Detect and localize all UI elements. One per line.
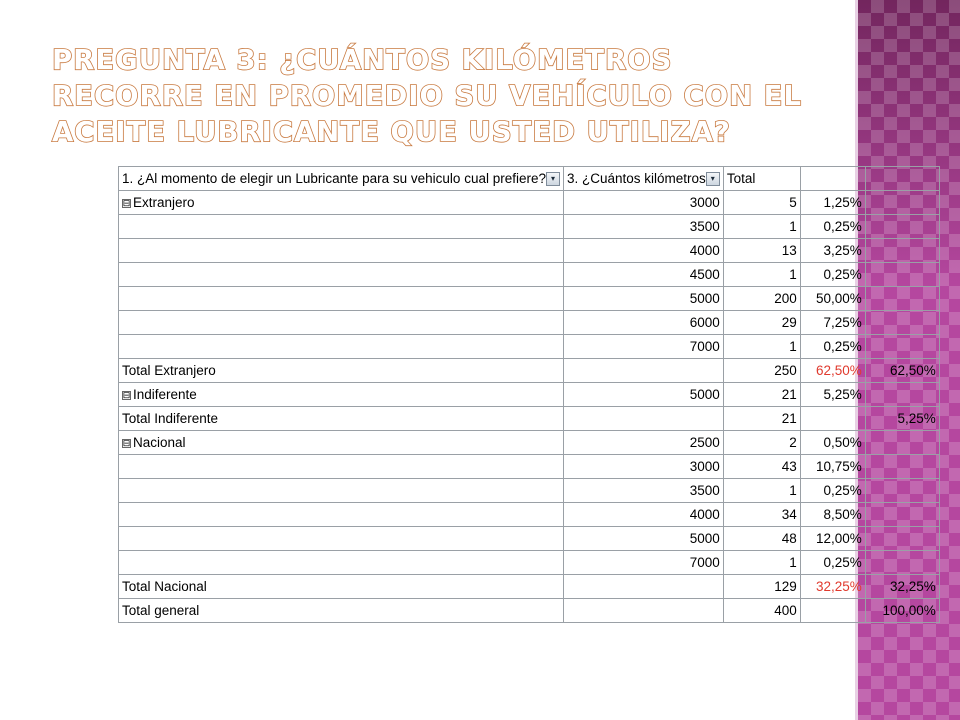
km-value-cell: 3000 — [564, 455, 724, 479]
group-percent-cell — [865, 383, 939, 407]
row-category-cell — [119, 263, 564, 287]
row-category-cell — [119, 407, 564, 431]
header-empty — [800, 167, 865, 191]
table-row — [119, 191, 940, 215]
row-category-label: Extranjero — [133, 195, 195, 210]
row-category-cell — [119, 335, 564, 359]
group-percent-cell — [865, 215, 939, 239]
table-row — [119, 407, 940, 431]
group-percent-cell — [865, 527, 939, 551]
group-percent-cell — [865, 191, 939, 215]
count-cell: 1 — [723, 479, 800, 503]
km-value-cell — [564, 407, 724, 431]
group-percent-cell: 62,50% — [865, 359, 939, 383]
row-category-label: Total Indiferente — [122, 411, 219, 426]
group-percent-cell — [865, 287, 939, 311]
row-category-cell — [119, 527, 564, 551]
count-cell: 2 — [723, 431, 800, 455]
km-value-cell: 3000 — [564, 191, 724, 215]
group-percent-cell — [865, 503, 939, 527]
count-cell: 1 — [723, 335, 800, 359]
km-value-cell: 7000 — [564, 335, 724, 359]
km-value-cell: 5000 — [564, 287, 724, 311]
percent-cell — [800, 407, 865, 431]
row-category-cell — [119, 191, 564, 215]
km-value-cell — [564, 599, 724, 623]
row-category-cell — [119, 551, 564, 575]
count-cell: 200 — [723, 287, 800, 311]
percent-cell: 0,25% — [800, 263, 865, 287]
count-cell: 1 — [723, 263, 800, 287]
km-value-cell: 5000 — [564, 527, 724, 551]
percent-cell: 5,25% — [800, 383, 865, 407]
row-category-label: Total Nacional — [122, 579, 207, 594]
km-value-cell: 4000 — [564, 503, 724, 527]
count-cell: 34 — [723, 503, 800, 527]
percent-cell: 12,00% — [800, 527, 865, 551]
pivot-table — [118, 166, 940, 623]
row-category-label: Total general — [122, 603, 200, 618]
row-category-cell — [119, 503, 564, 527]
slide-title: PREGUNTA 3: ¿CUÁNTOS KILÓMETROS RECORRE EN PROMEDIO SU VEHÍCULO CON EL ACEITE LUBRICANTE QUE USTED UTILIZA? — [52, 44, 802, 148]
table-row — [119, 479, 940, 503]
count-cell: 48 — [723, 527, 800, 551]
table-row — [119, 287, 940, 311]
count-cell: 5 — [723, 191, 800, 215]
table-row — [119, 359, 940, 383]
percent-cell: 62,50% — [800, 359, 865, 383]
table-header-row — [119, 167, 940, 191]
group-percent-cell — [865, 239, 939, 263]
group-percent-cell — [865, 335, 939, 359]
km-value-cell: 5000 — [564, 383, 724, 407]
group-percent-cell: 32,25% — [865, 575, 939, 599]
row-category-cell — [119, 455, 564, 479]
group-percent-cell — [865, 431, 939, 455]
header-question-3 — [564, 167, 724, 191]
row-category-cell — [119, 239, 564, 263]
percent-cell — [800, 599, 865, 623]
table-row — [119, 599, 940, 623]
table-row — [119, 335, 940, 359]
group-percent-cell — [865, 455, 939, 479]
count-cell: 29 — [723, 311, 800, 335]
collapse-toggle-icon[interactable]: ⊟ — [122, 437, 131, 448]
group-percent-cell — [865, 311, 939, 335]
table-row — [119, 575, 940, 599]
percent-cell: 0,25% — [800, 551, 865, 575]
count-cell: 129 — [723, 575, 800, 599]
row-category-cell — [119, 383, 564, 407]
group-percent-cell: 5,25% — [865, 407, 939, 431]
table-row — [119, 455, 940, 479]
km-value-cell: 6000 — [564, 311, 724, 335]
group-percent-cell — [865, 263, 939, 287]
km-value-cell: 2500 — [564, 431, 724, 455]
header-question-1-label: 1. ¿Al momento de elegir un Lubricante para su vehiculo cual prefiere? — [122, 171, 546, 186]
row-category-cell — [119, 431, 564, 455]
percent-cell: 10,75% — [800, 455, 865, 479]
row-category-cell — [119, 479, 564, 503]
km-value-cell: 3500 — [564, 479, 724, 503]
table-row — [119, 527, 940, 551]
count-cell: 21 — [723, 407, 800, 431]
table-row — [119, 263, 940, 287]
percent-cell: 1,25% — [800, 191, 865, 215]
row-category-cell — [119, 215, 564, 239]
group-percent-cell — [865, 479, 939, 503]
km-value-cell — [564, 359, 724, 383]
km-value-cell: 4500 — [564, 263, 724, 287]
collapse-toggle-icon[interactable]: ⊟ — [122, 389, 131, 400]
percent-cell: 0,50% — [800, 431, 865, 455]
km-value-cell: 7000 — [564, 551, 724, 575]
percent-cell: 50,00% — [800, 287, 865, 311]
group-percent-cell — [865, 551, 939, 575]
table-row — [119, 383, 940, 407]
row-category-cell — [119, 575, 564, 599]
percent-cell: 3,25% — [800, 239, 865, 263]
table-row — [119, 431, 940, 455]
header-empty — [865, 167, 939, 191]
header-question-1 — [119, 167, 564, 191]
count-cell: 400 — [723, 599, 800, 623]
km-value-cell — [564, 575, 724, 599]
percent-cell: 8,50% — [800, 503, 865, 527]
row-category-cell — [119, 311, 564, 335]
percent-cell: 0,25% — [800, 215, 865, 239]
table-row — [119, 551, 940, 575]
header-total: Total — [723, 167, 800, 191]
filter-dropdown-icon[interactable]: ▾ — [706, 172, 720, 186]
km-value-cell: 3500 — [564, 215, 724, 239]
km-value-cell: 4000 — [564, 239, 724, 263]
percent-cell: 7,25% — [800, 311, 865, 335]
collapse-toggle-icon[interactable]: ⊟ — [122, 197, 131, 208]
header-question-3-label: 3. ¿Cuántos kilómetros — [567, 171, 706, 186]
table-row — [119, 215, 940, 239]
group-percent-cell: 100,00% — [865, 599, 939, 623]
table-row — [119, 503, 940, 527]
row-category-cell — [119, 599, 564, 623]
count-cell: 43 — [723, 455, 800, 479]
table-row — [119, 239, 940, 263]
count-cell: 1 — [723, 551, 800, 575]
count-cell: 250 — [723, 359, 800, 383]
row-category-cell — [119, 287, 564, 311]
percent-cell: 32,25% — [800, 575, 865, 599]
filter-dropdown-icon[interactable]: ▾ — [546, 172, 560, 186]
percent-cell: 0,25% — [800, 479, 865, 503]
row-category-cell — [119, 359, 564, 383]
row-category-label: Total Extranjero — [122, 363, 216, 378]
table-row — [119, 311, 940, 335]
count-cell: 13 — [723, 239, 800, 263]
row-category-label: Indiferente — [133, 387, 197, 402]
count-cell: 1 — [723, 215, 800, 239]
row-category-label: Nacional — [133, 435, 186, 450]
percent-cell: 0,25% — [800, 335, 865, 359]
count-cell: 21 — [723, 383, 800, 407]
